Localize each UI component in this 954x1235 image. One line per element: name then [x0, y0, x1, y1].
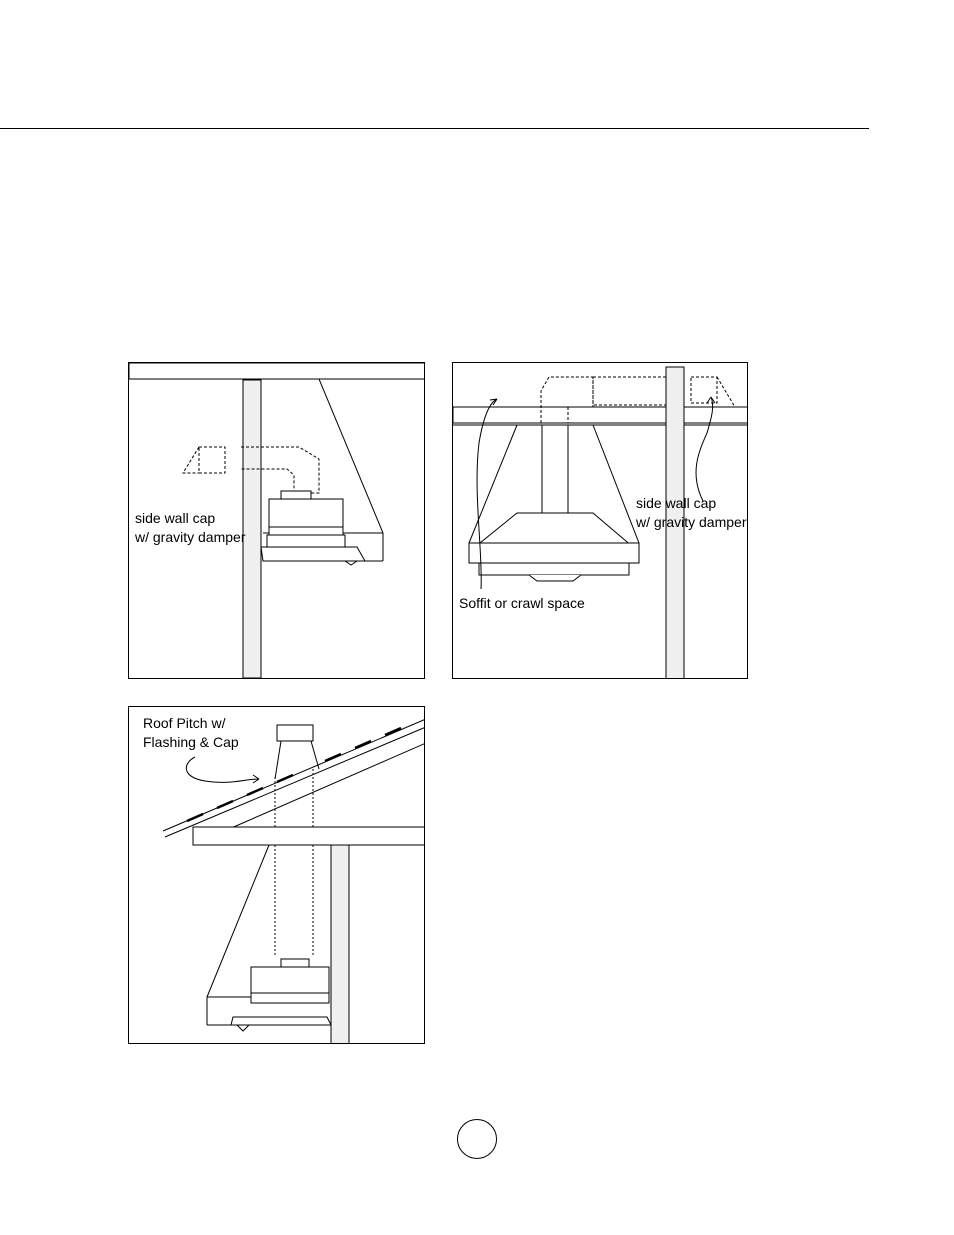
soffit-cap-label [636, 494, 746, 532]
diagram-soffit-vent [452, 362, 748, 679]
roof-pitch-label-line1: Roof Pitch w/ [143, 715, 226, 731]
wall-cap-label [135, 509, 245, 547]
wall-cap-label-line1: side wall cap [135, 510, 216, 526]
soffit-cap-label-line1: side wall cap [636, 495, 717, 511]
diagram-wall-vent [128, 362, 425, 679]
wall-cap-label-line2: w/ gravity damper [135, 529, 246, 545]
soffit-cap-label-line2: w/ gravity damper [636, 514, 747, 530]
header-rule [0, 128, 869, 129]
diagram-roof-vent [128, 706, 425, 1044]
soffit-space-label: Soffit or crawl space [459, 595, 585, 611]
roof-pitch-label-line2: Flashing & Cap [143, 734, 239, 750]
roof-pitch-label [143, 714, 239, 752]
roof-vent-drawing [129, 707, 425, 1044]
page-number-circle [457, 1119, 497, 1159]
